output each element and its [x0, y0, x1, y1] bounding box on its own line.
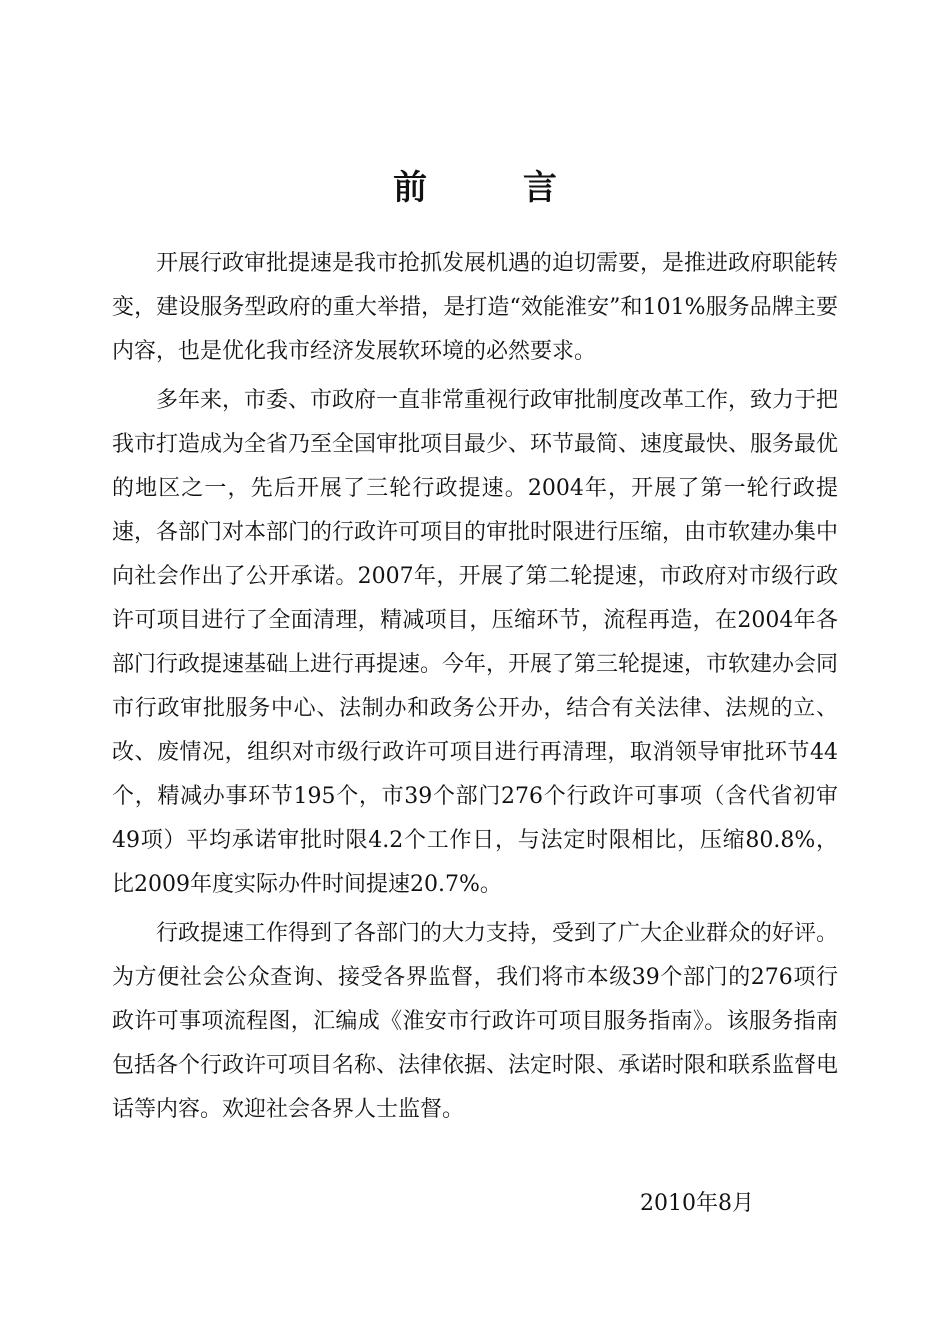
- document-date: 2010年8月: [640, 1191, 754, 1216]
- page-title: 前 言: [393, 168, 599, 208]
- document-body: [112, 242, 838, 1137]
- paragraph-3: 行政提速工作得到了各部门的大力支持，受到了广大企业群众的好评。为方便社会公众查询、接受各界监督，我们将市本级39个部门的276项行政许可事项流程图，汇编成《淮安市行政许可项目服务指南》。该服务指南包括各个行政许可项目名称、法律依据、法定时限、承诺时限和联系监督电话等内容。欢迎社会各界人士监督。: [112, 921, 839, 1122]
- paragraph-2: 多年来，市委、市政府一直非常重视行政审批制度改革工作，致力于把我市打造成为全省乃至全国审批项目最少、环节最简、速度最快、服务最优的地区之一，先后开展了三轮行政提速。2004年，开展了第一轮行政提速，各部门对本部门的行政许可项目的审批时限进行压缩，由市软建办集中向社会作出了公开承诺。2007年，开展了第二轮提速，市政府对市级行政许可项目进行了全面清理，精减项目，压缩环节，流程再造，在2004年各部门行政提速基础上进行再提速。今年，开展了第三轮提速，市软建办会同市行政审批服务中心、法制办和政务公开办，结合有关法律、法规的立、改、废情况，组织对市级行政许可项目进行再清理，取消领导审批环节44个，精减办事环节195个，市39个部门276个行政许可事项（含代省初审49项）平均承诺审批时限4.2个工作日，与法定时限相比，压缩80.8%，比2009年度实际办件时间提速20.7%。: [112, 388, 839, 897]
- paragraph-1: 开展行政审批提速是我市抢抓发展机遇的迫切需要，是推进政府职能转变，建设服务型政府的重大举措，是打造“效能淮安”和101%服务品牌主要内容，也是优化我市经济发展软环境的必然要求。: [112, 251, 839, 364]
